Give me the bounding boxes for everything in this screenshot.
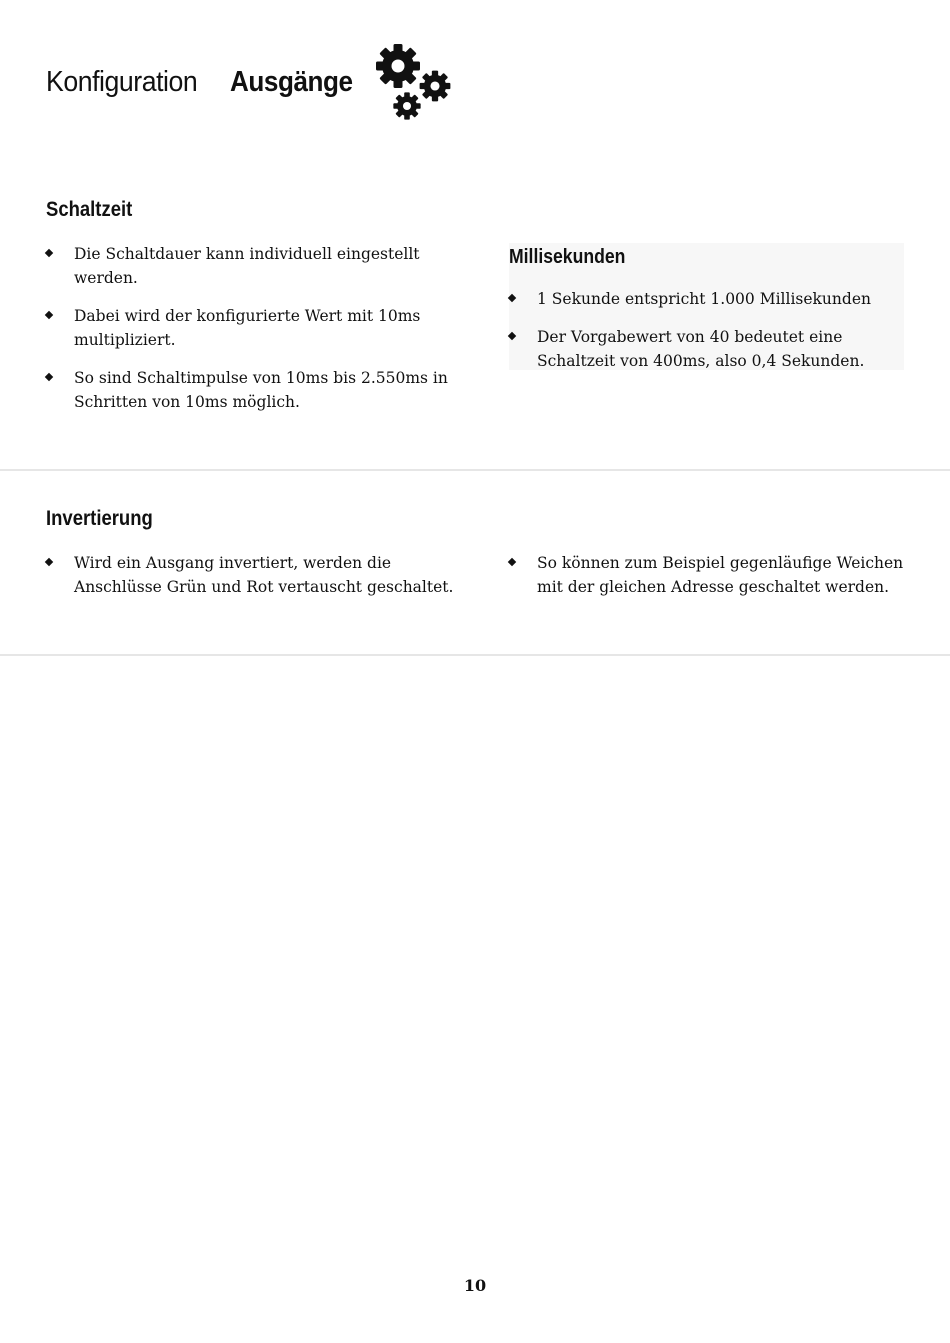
invertierung-list-right bbox=[509, 551, 909, 613]
diamond-bullet-icon bbox=[45, 558, 53, 566]
millisekunden-infobox bbox=[509, 243, 904, 370]
list-item: Dabei wird der konfigurierte Wert mit 10ms multipliziert. bbox=[46, 304, 466, 352]
diamond-bullet-icon bbox=[45, 373, 53, 381]
diamond-bullet-icon bbox=[508, 294, 516, 302]
list-item: Wird ein Ausgang invertiert, werden die Anschlüsse Grün und Rot vertauscht geschaltet. bbox=[46, 551, 466, 599]
infobox-title: Millisekunden bbox=[509, 246, 626, 268]
diamond-bullet-icon bbox=[45, 311, 53, 319]
diamond-bullet-icon bbox=[508, 558, 516, 566]
header-title-light: Konfiguration bbox=[46, 66, 198, 98]
section-title-schaltzeit: Schaltzeit bbox=[46, 198, 133, 221]
list-item: Der Vorgabewert von 40 bedeutet eine Schaltzeit von 400ms, also 0,4 Sekunden. bbox=[509, 325, 904, 373]
millisekunden-list bbox=[509, 287, 904, 387]
diamond-bullet-icon bbox=[45, 249, 53, 257]
list-item: So sind Schaltimpulse von 10ms bis 2.550ms in Schritten von 10ms möglich. bbox=[46, 366, 466, 414]
page-number: 10 bbox=[463, 1276, 487, 1295]
list-item: 1 Sekunde entspricht 1.000 Millisekunden bbox=[509, 287, 904, 311]
schaltzeit-list bbox=[46, 242, 466, 428]
section-divider bbox=[0, 469, 950, 471]
invertierung-list-left bbox=[46, 551, 466, 613]
list-item: Die Schaltdauer kann individuell eingestellt werden. bbox=[46, 242, 466, 290]
section-divider bbox=[0, 654, 950, 656]
page-header bbox=[46, 44, 546, 124]
header-title-bold: Ausgänge bbox=[230, 66, 353, 98]
gears-icon bbox=[376, 44, 456, 124]
section-title-invertierung: Invertierung bbox=[46, 507, 153, 530]
list-item: So können zum Beispiel gegenläufige Weichen mit der gleichen Adresse geschaltet werden. bbox=[509, 551, 909, 599]
diamond-bullet-icon bbox=[508, 332, 516, 340]
